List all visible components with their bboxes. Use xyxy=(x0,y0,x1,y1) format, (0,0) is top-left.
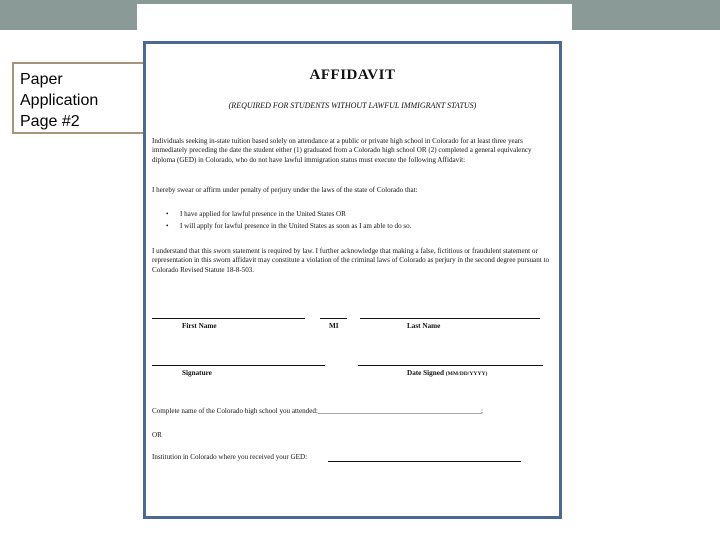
slide-label-line-3: Page #2 xyxy=(20,113,80,130)
first-name-label: First Name xyxy=(182,322,217,330)
document-title: AFFIDAVIT xyxy=(309,67,396,83)
slide-label-box xyxy=(12,62,146,134)
bullet-item: • I have applied for lawful presence in the United States OR xyxy=(166,210,546,219)
date-signed-line xyxy=(358,365,543,366)
acknowledge-paragraph: I understand that this sworn statement is required by law. I further acknowledge that making a false, fictitious or fraudulent statement or representation in this sworn affidavit may constitute a violation of the criminal laws of Colorado as perjury in the second degree pursuant to Colorado Revised Statute 18-8-503. xyxy=(152,247,550,274)
or-text: OR xyxy=(152,431,162,439)
high-school-field: Complete name of the Colorado high school you attended:______________________________________________; xyxy=(152,407,484,415)
signature-label: Signature xyxy=(182,369,212,377)
mi-line xyxy=(320,318,347,319)
intro-paragraph: Individuals seeking in-state tuition based solely on attendance at a public or private high school in Colorado for at least three years immediately preceding the date the student either (1) graduated from a Colorado high school OR (2) completed a general equivalency diploma (GED) in Colorado, who do not have lawful immigration status must execute the following Affidavit: xyxy=(152,137,532,164)
ged-field: Institution in Colorado where you received your GED: xyxy=(152,453,308,461)
bullet-item: • I will apply for lawful presence in the United States as soon as I am able to do so. xyxy=(166,222,546,231)
ged-line xyxy=(328,461,521,462)
last-name-label: Last Name xyxy=(407,322,441,330)
affidavit-document xyxy=(143,41,562,519)
mi-label: MI xyxy=(329,322,339,330)
date-format-text: (MM/DD/YYYY) xyxy=(445,371,488,377)
swear-statement: I hereby swear or affirm under penalty of perjury under the laws of the state of Colorado that: xyxy=(152,186,418,194)
slide-label-line-1: Paper xyxy=(20,71,63,88)
date-signed-text: Date Signed xyxy=(407,369,444,377)
slide-label-line-2: Application xyxy=(20,92,99,109)
date-signed-label xyxy=(407,369,487,379)
document-subtitle: (REQUIRED FOR STUDENTS WITHOUT LAWFUL IMMIGRANT STATUS) xyxy=(228,101,477,110)
last-name-line xyxy=(360,318,540,319)
first-name-line xyxy=(152,318,305,319)
bullet-list xyxy=(166,210,546,232)
top-bar-gap xyxy=(137,4,572,30)
signature-line xyxy=(152,365,325,366)
